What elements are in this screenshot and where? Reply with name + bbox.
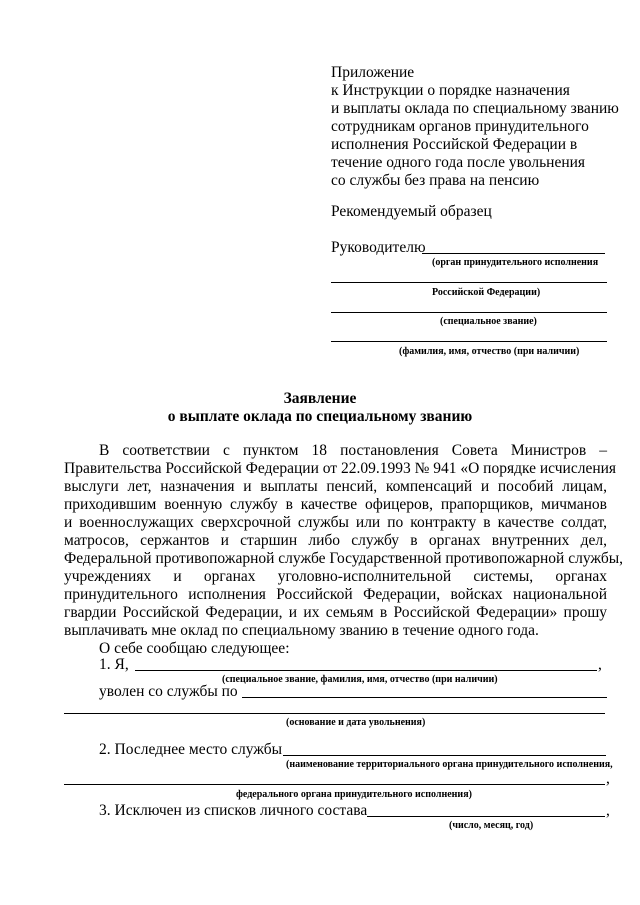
last-service-field[interactable] xyxy=(283,755,606,756)
paragraph-line: приходившим военную службу в качестве офицеров, прапорщиков, мичманов xyxy=(64,496,607,513)
paragraph-line: выслуги лет, назначения и выплаты пенсий, компенсаций и пособий лицам, xyxy=(64,478,607,495)
addressee-line[interactable] xyxy=(331,282,607,283)
addressee-line[interactable] xyxy=(422,253,605,254)
field-caption: Российской Федерации) xyxy=(432,287,541,298)
item3-label: 3. Исключен из списков личного состава xyxy=(99,802,368,819)
dismissal-field-continued[interactable] xyxy=(64,713,605,714)
addressee-label: Руководителю xyxy=(331,239,426,256)
comma: , xyxy=(606,770,610,787)
item1-label: 1. Я, xyxy=(99,656,129,673)
field-caption: (наименование территориального органа принудительного исполнения, xyxy=(286,759,613,770)
field-caption: (орган принудительного исполнения xyxy=(432,257,599,268)
paragraph-line: принудительного исполнения Российской Федерации, войсках национальной xyxy=(64,586,607,603)
paragraph-line: учреждениях и органах уголовно-исполнительной системы, органах xyxy=(64,568,607,585)
paragraph-line: В соответствии с пунктом 18 постановления Совета Министров – xyxy=(99,442,607,459)
document-title: Заявление xyxy=(283,390,357,407)
last-service-field-continued[interactable] xyxy=(64,784,605,785)
paragraph-line: Федеральной противопожарной службе Государственной противопожарной службы, xyxy=(64,550,624,567)
dismissal-field[interactable] xyxy=(242,697,607,698)
field-caption: (число, месяц, год) xyxy=(449,820,534,831)
comma: , xyxy=(598,656,602,673)
paragraph-line: матросов, сержантов и старшин либо службу в органах внутренних дел, xyxy=(64,532,607,549)
addressee-line[interactable] xyxy=(331,341,607,342)
sample-label: Рекомендуемый образец xyxy=(331,203,492,220)
comma: , xyxy=(606,802,610,819)
header-line: Приложение xyxy=(331,64,415,81)
intro-text: О себе сообщаю следующее: xyxy=(99,640,290,657)
dismissed-label: уволен со службы по xyxy=(99,683,238,700)
field-caption: (специальное звание) xyxy=(440,316,537,327)
removal-date-field[interactable] xyxy=(367,816,605,817)
field-caption: (основание и дата увольнения) xyxy=(286,717,426,728)
paragraph-line: выплачивать мне оклад по специальному званию в течение одного года. xyxy=(64,622,539,639)
header-line: течение одного года после увольнения xyxy=(331,154,586,171)
field-caption: (фамилия, имя, отчество (при наличии) xyxy=(399,346,580,357)
item2-label: 2. Последнее место службы xyxy=(99,741,283,758)
paragraph-line: и военнослужащих сверхсрочной службы или по контракту в качестве солдат, xyxy=(64,514,607,531)
name-field[interactable] xyxy=(135,670,597,671)
header-line: со службы без права на пенсию xyxy=(331,172,540,189)
document-subtitle: о выплате оклада по специальному званию xyxy=(167,408,473,425)
paragraph-line: Правительства Российской Федерации от 22.09.1993 № 941 «О порядке исчисления xyxy=(64,460,617,477)
header-line: к Инструкции о порядке назначения xyxy=(331,82,570,99)
field-caption: (специальное звание, фамилия, имя, отчество (при наличии) xyxy=(222,674,498,685)
paragraph-line: гвардии Российской Федерации, и их семьям в Российской Федерации» прошу xyxy=(64,604,607,621)
addressee-line[interactable] xyxy=(331,312,607,313)
header-line: исполнения Российской Федерации в xyxy=(331,136,578,153)
header-line: и выплаты оклада по специальному званию xyxy=(331,100,619,117)
header-line: сотрудникам органов принудительного xyxy=(331,118,589,135)
field-caption: федерального органа принудительного исполнения) xyxy=(236,789,472,800)
